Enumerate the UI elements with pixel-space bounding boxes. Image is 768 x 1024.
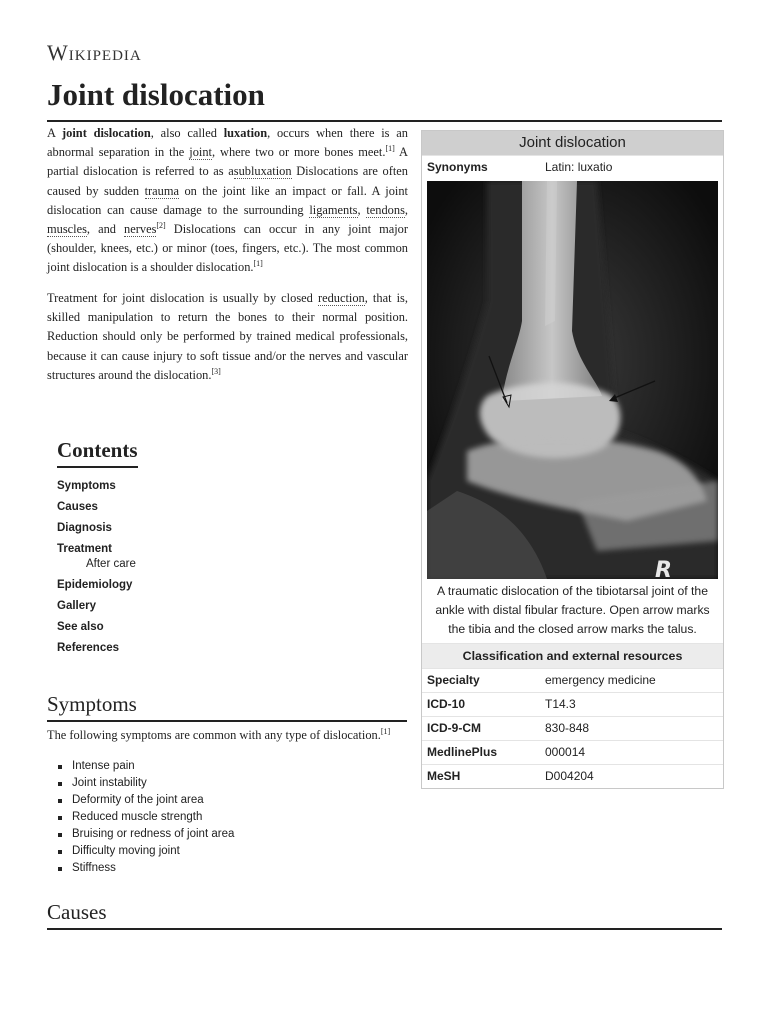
section-heading-causes: Causes [47, 898, 722, 930]
image-caption: A traumatic dislocation of the tibiotarsal joint of the ankle with distal fibular fracture. Open arrow marks the tibia and the closed arrow marks the talus. [435, 584, 710, 636]
lead-paragraph-1 [47, 124, 408, 278]
lead-paragraph-2 [47, 289, 408, 385]
infobox-row-mesh [422, 764, 723, 788]
text: A [47, 126, 63, 140]
link-subluxation[interactable]: subluxation [233, 164, 292, 179]
infobox-value-link[interactable]: T14.3 [545, 697, 576, 711]
ref-link[interactable]: [1] [385, 144, 395, 154]
text: Dislocations are often caused by sudden [47, 164, 409, 198]
infobox-value-link[interactable]: emergency medicine [545, 673, 656, 687]
infobox-value-link[interactable]: D004204 [545, 769, 594, 783]
infobox-value-link[interactable]: 000014 [545, 745, 586, 759]
section-heading-symptoms: Symptoms [47, 690, 407, 722]
text: A partial dislocation is referred to as a [47, 145, 408, 179]
ref-link[interactable]: [3] [211, 366, 221, 376]
text: , [404, 202, 408, 217]
classification-header: Classification and external resources [422, 643, 723, 668]
infobox-row-medlineplus [422, 740, 723, 764]
text: , [357, 202, 367, 217]
toc-item-after-care[interactable]: After care [86, 558, 136, 570]
infobox-title: Joint dislocation [422, 131, 723, 155]
xray-marker: R [655, 558, 672, 579]
ref-link[interactable]: [1] [380, 727, 391, 736]
link-muscles[interactable]: muscles [47, 222, 87, 237]
infobox-label: ICD-9-CM [427, 721, 481, 735]
infobox-row-synonyms [422, 155, 723, 179]
list-item: Bruising or redness of joint area [57, 826, 234, 843]
symptoms-list [57, 758, 234, 877]
symptoms-intro [47, 728, 390, 743]
page-title: Joint dislocation [47, 76, 722, 122]
link-joint[interactable]: joint [189, 145, 212, 160]
text: The following symptoms are common with any type of dislocation. [47, 728, 381, 742]
ref-link[interactable]: [1] [253, 259, 263, 269]
text: , also called [150, 126, 224, 140]
toc-item-gallery[interactable]: Gallery [57, 600, 96, 612]
ref-link[interactable]: [2] [156, 221, 166, 231]
text: Treatment for joint dislocation is usually by closed [47, 291, 318, 305]
toc-item-see-also[interactable]: See also [57, 621, 104, 633]
table-of-contents [57, 436, 257, 659]
infobox-label: ICD-10 [427, 697, 466, 711]
bold-term: luxation [223, 126, 268, 140]
link-reduction[interactable]: reduction [317, 291, 365, 305]
toc-item-references[interactable]: References [57, 642, 120, 654]
list-item: Stiffness [57, 860, 234, 877]
toc-item-treatment[interactable]: Treatment [57, 543, 112, 555]
xray-image[interactable] [427, 181, 718, 579]
list-item: Deformity of the joint area [57, 792, 234, 809]
toc-list [57, 476, 257, 659]
infobox-value: Latin: luxatio [545, 160, 613, 174]
xray-illustration [427, 181, 718, 579]
link-trauma[interactable]: trauma [144, 183, 179, 198]
link-tendons[interactable]: tendons [366, 202, 405, 217]
list-item: Intense pain [57, 758, 234, 775]
infobox [421, 130, 724, 789]
infobox-label: Synonyms [427, 160, 488, 174]
text: , and [86, 222, 125, 237]
link-ligaments[interactable]: ligaments [309, 202, 358, 217]
toc-title: Contents [57, 436, 138, 468]
text: , where two or more bones meet. [211, 145, 386, 160]
link-nerves[interactable]: nerves [124, 222, 157, 237]
text: , occurs when there is an abnormal separation in the [47, 126, 408, 160]
text: Dislocations can occur in any joint major (shoulder, knees, etc.) or minor (toes, fingers, etc.). The most common joint dislocation is a shoulder dislocation. [47, 222, 408, 275]
infobox-row-specialty [422, 668, 723, 692]
toc-item-causes[interactable]: Causes [57, 501, 98, 513]
text: , that is, skilled manipulation to return the bones to their normal position. Reduction should only be performed by trained medical professionals, because it can cause injury to soft tissue and/or the nerves and vascular structures around the dislocation. [47, 291, 408, 382]
toc-item-diagnosis[interactable]: Diagnosis [57, 522, 112, 534]
infobox-label: MeSH [427, 769, 461, 783]
bold-term: joint dislocation [62, 126, 151, 140]
toc-item-epidemiology[interactable]: Epidemiology [57, 579, 133, 591]
list-item: Difficulty moving joint [57, 843, 234, 860]
toc-item-symptoms[interactable]: Symptoms [57, 480, 116, 492]
list-item: Reduced muscle strength [57, 809, 234, 826]
infobox-label: MedlinePlus [427, 745, 498, 759]
wikipedia-logo[interactable]: Wikipedia [47, 40, 142, 65]
list-item: Joint instability [57, 775, 234, 792]
infobox-row-icd9 [422, 716, 723, 740]
infobox-row-icd10 [422, 692, 723, 716]
infobox-value-link[interactable]: 830-848 [545, 721, 590, 735]
infobox-label: Specialty [427, 673, 480, 687]
text: on the joint like an impact or fall. A joint dislocation can cause damage to the surrounding [47, 183, 408, 217]
